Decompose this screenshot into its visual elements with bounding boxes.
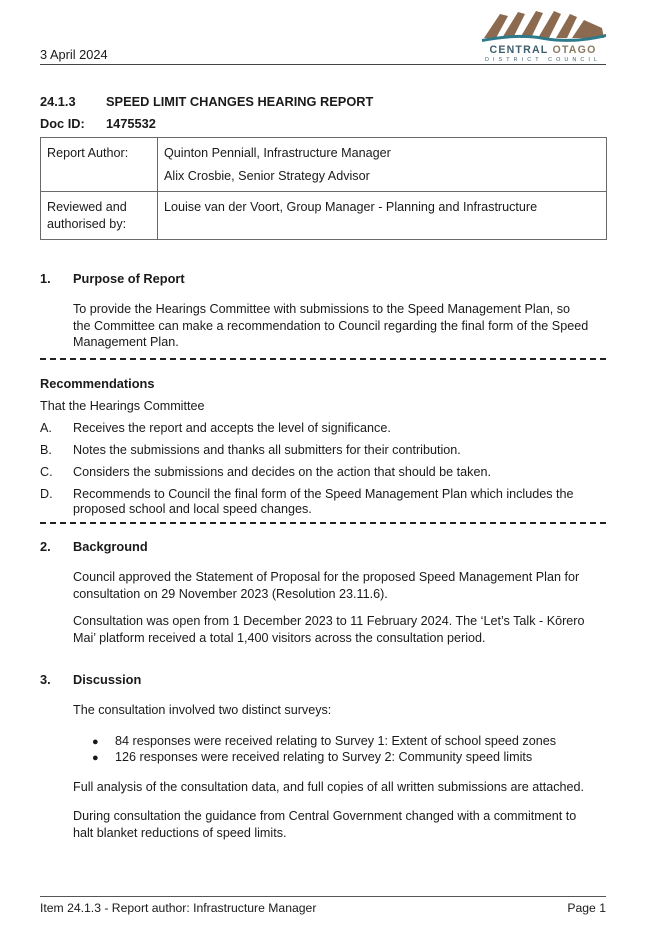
item-label: C. xyxy=(40,465,53,479)
page-number: Page 1 xyxy=(567,901,606,915)
recommendations-intro: That the Hearings Committee xyxy=(40,399,205,413)
table-row xyxy=(41,192,607,240)
item-label: B. xyxy=(40,443,52,457)
report-date: 3 April 2024 xyxy=(40,47,108,62)
purpose-line: Management Plan. xyxy=(73,335,179,350)
section-number: 3. xyxy=(40,672,51,687)
paragraph-line: Council approved the Statement of Proposal for the proposed Speed Management Plan for xyxy=(73,570,580,584)
doc-id xyxy=(40,116,156,133)
background-paragraph-2 xyxy=(73,613,606,646)
background-paragraph-1 xyxy=(73,569,606,602)
paragraph-line: consultation on 29 November 2023 (Resolution 23.11.6). xyxy=(73,586,388,601)
item-text: Notes the submissions and thanks all submitters for their contribution. xyxy=(73,443,461,457)
section-title: Background xyxy=(73,539,148,554)
header-divider xyxy=(40,64,606,65)
discussion-intro: The consultation involved two distinct surveys: xyxy=(73,703,332,717)
table-row xyxy=(41,138,607,192)
paragraph-line: During consultation the guidance from Central Government changed with a commitment to xyxy=(73,809,577,823)
recommendations-heading: Recommendations xyxy=(40,376,155,391)
section-discussion-heading xyxy=(40,672,141,689)
item-label: D. xyxy=(40,487,53,501)
reviewed-label-line2: authorised by: xyxy=(47,216,127,231)
author-cell xyxy=(158,138,607,192)
purpose-line: To provide the Hearings Committee with submissions to the Speed Management Plan, so xyxy=(73,302,571,316)
report-title xyxy=(40,94,373,111)
logo-word-otago: OTAGO xyxy=(552,44,597,56)
discussion-paragraph-2: Full analysis of the consultation data, and full copies of all written submissions are attached. xyxy=(73,780,585,794)
item-text: proposed school and local speed changes. xyxy=(73,502,312,516)
reviewed-label xyxy=(41,192,158,240)
paragraph-line: Consultation was open from 1 December 2023 to 11 February 2024. The ‘Let’s Talk - Kōrero xyxy=(73,614,585,628)
doc-id-label: Doc ID: xyxy=(40,116,85,131)
paragraph-line: Mai’ platform received a total 1,400 visitors across the consultation period. xyxy=(73,630,486,645)
item-text: Receives the report and accepts the level of significance. xyxy=(73,421,391,435)
dashed-divider xyxy=(40,522,606,524)
section-number: 1. xyxy=(40,271,51,286)
report-number: 24.1.3 xyxy=(40,94,76,109)
author-1: Quinton Penniall, Infrastructure Manager xyxy=(164,146,391,160)
purpose-paragraph xyxy=(73,301,606,351)
section-title: Purpose of Report xyxy=(73,271,185,286)
paragraph-line: halt blanket reductions of speed limits. xyxy=(73,825,287,840)
report-title-text: SPEED LIMIT CHANGES HEARING REPORT xyxy=(106,94,374,109)
council-logo xyxy=(478,6,608,64)
section-number: 2. xyxy=(40,539,51,554)
footer-divider xyxy=(40,896,606,897)
item-label: A. xyxy=(40,421,52,435)
reviewed-by: Louise van der Voort, Group Manager - Planning and Infrastructure xyxy=(158,192,607,240)
logo-subtitle: DISTRICT COUNCIL xyxy=(484,57,602,63)
bullet-icon: ● xyxy=(92,752,99,764)
author-2: Alix Crosbie, Senior Strategy Advisor xyxy=(164,168,370,183)
mountain-logo-icon xyxy=(478,6,608,46)
author-label: Report Author: xyxy=(41,138,158,192)
item-text: Considers the submissions and decides on the action that should be taken. xyxy=(73,465,491,479)
reviewed-label-line1: Reviewed and xyxy=(47,200,127,215)
report-info-table xyxy=(40,137,607,240)
logo-word-central: CENTRAL xyxy=(489,44,549,56)
purpose-line: the Committee can make a recommendation to Council regarding the final form of the Speed xyxy=(73,318,589,333)
bullet-item: 126 responses were received relating to Survey 2: Community speed limits xyxy=(115,750,533,764)
doc-id-value: 1475532 xyxy=(106,116,156,131)
discussion-paragraph-3 xyxy=(73,808,606,841)
item-text: Recommends to Council the final form of the Speed Management Plan which includes the xyxy=(73,487,574,501)
bullet-item: 84 responses were received relating to Survey 1: Extent of school speed zones xyxy=(115,734,557,748)
footer-item-text: Item 24.1.3 - Report author: Infrastructure Manager xyxy=(40,901,317,915)
bullet-icon: ● xyxy=(92,736,99,748)
section-background-heading xyxy=(40,539,148,556)
section-title: Discussion xyxy=(73,672,142,687)
dashed-divider xyxy=(40,358,606,360)
section-purpose-heading xyxy=(40,271,185,288)
